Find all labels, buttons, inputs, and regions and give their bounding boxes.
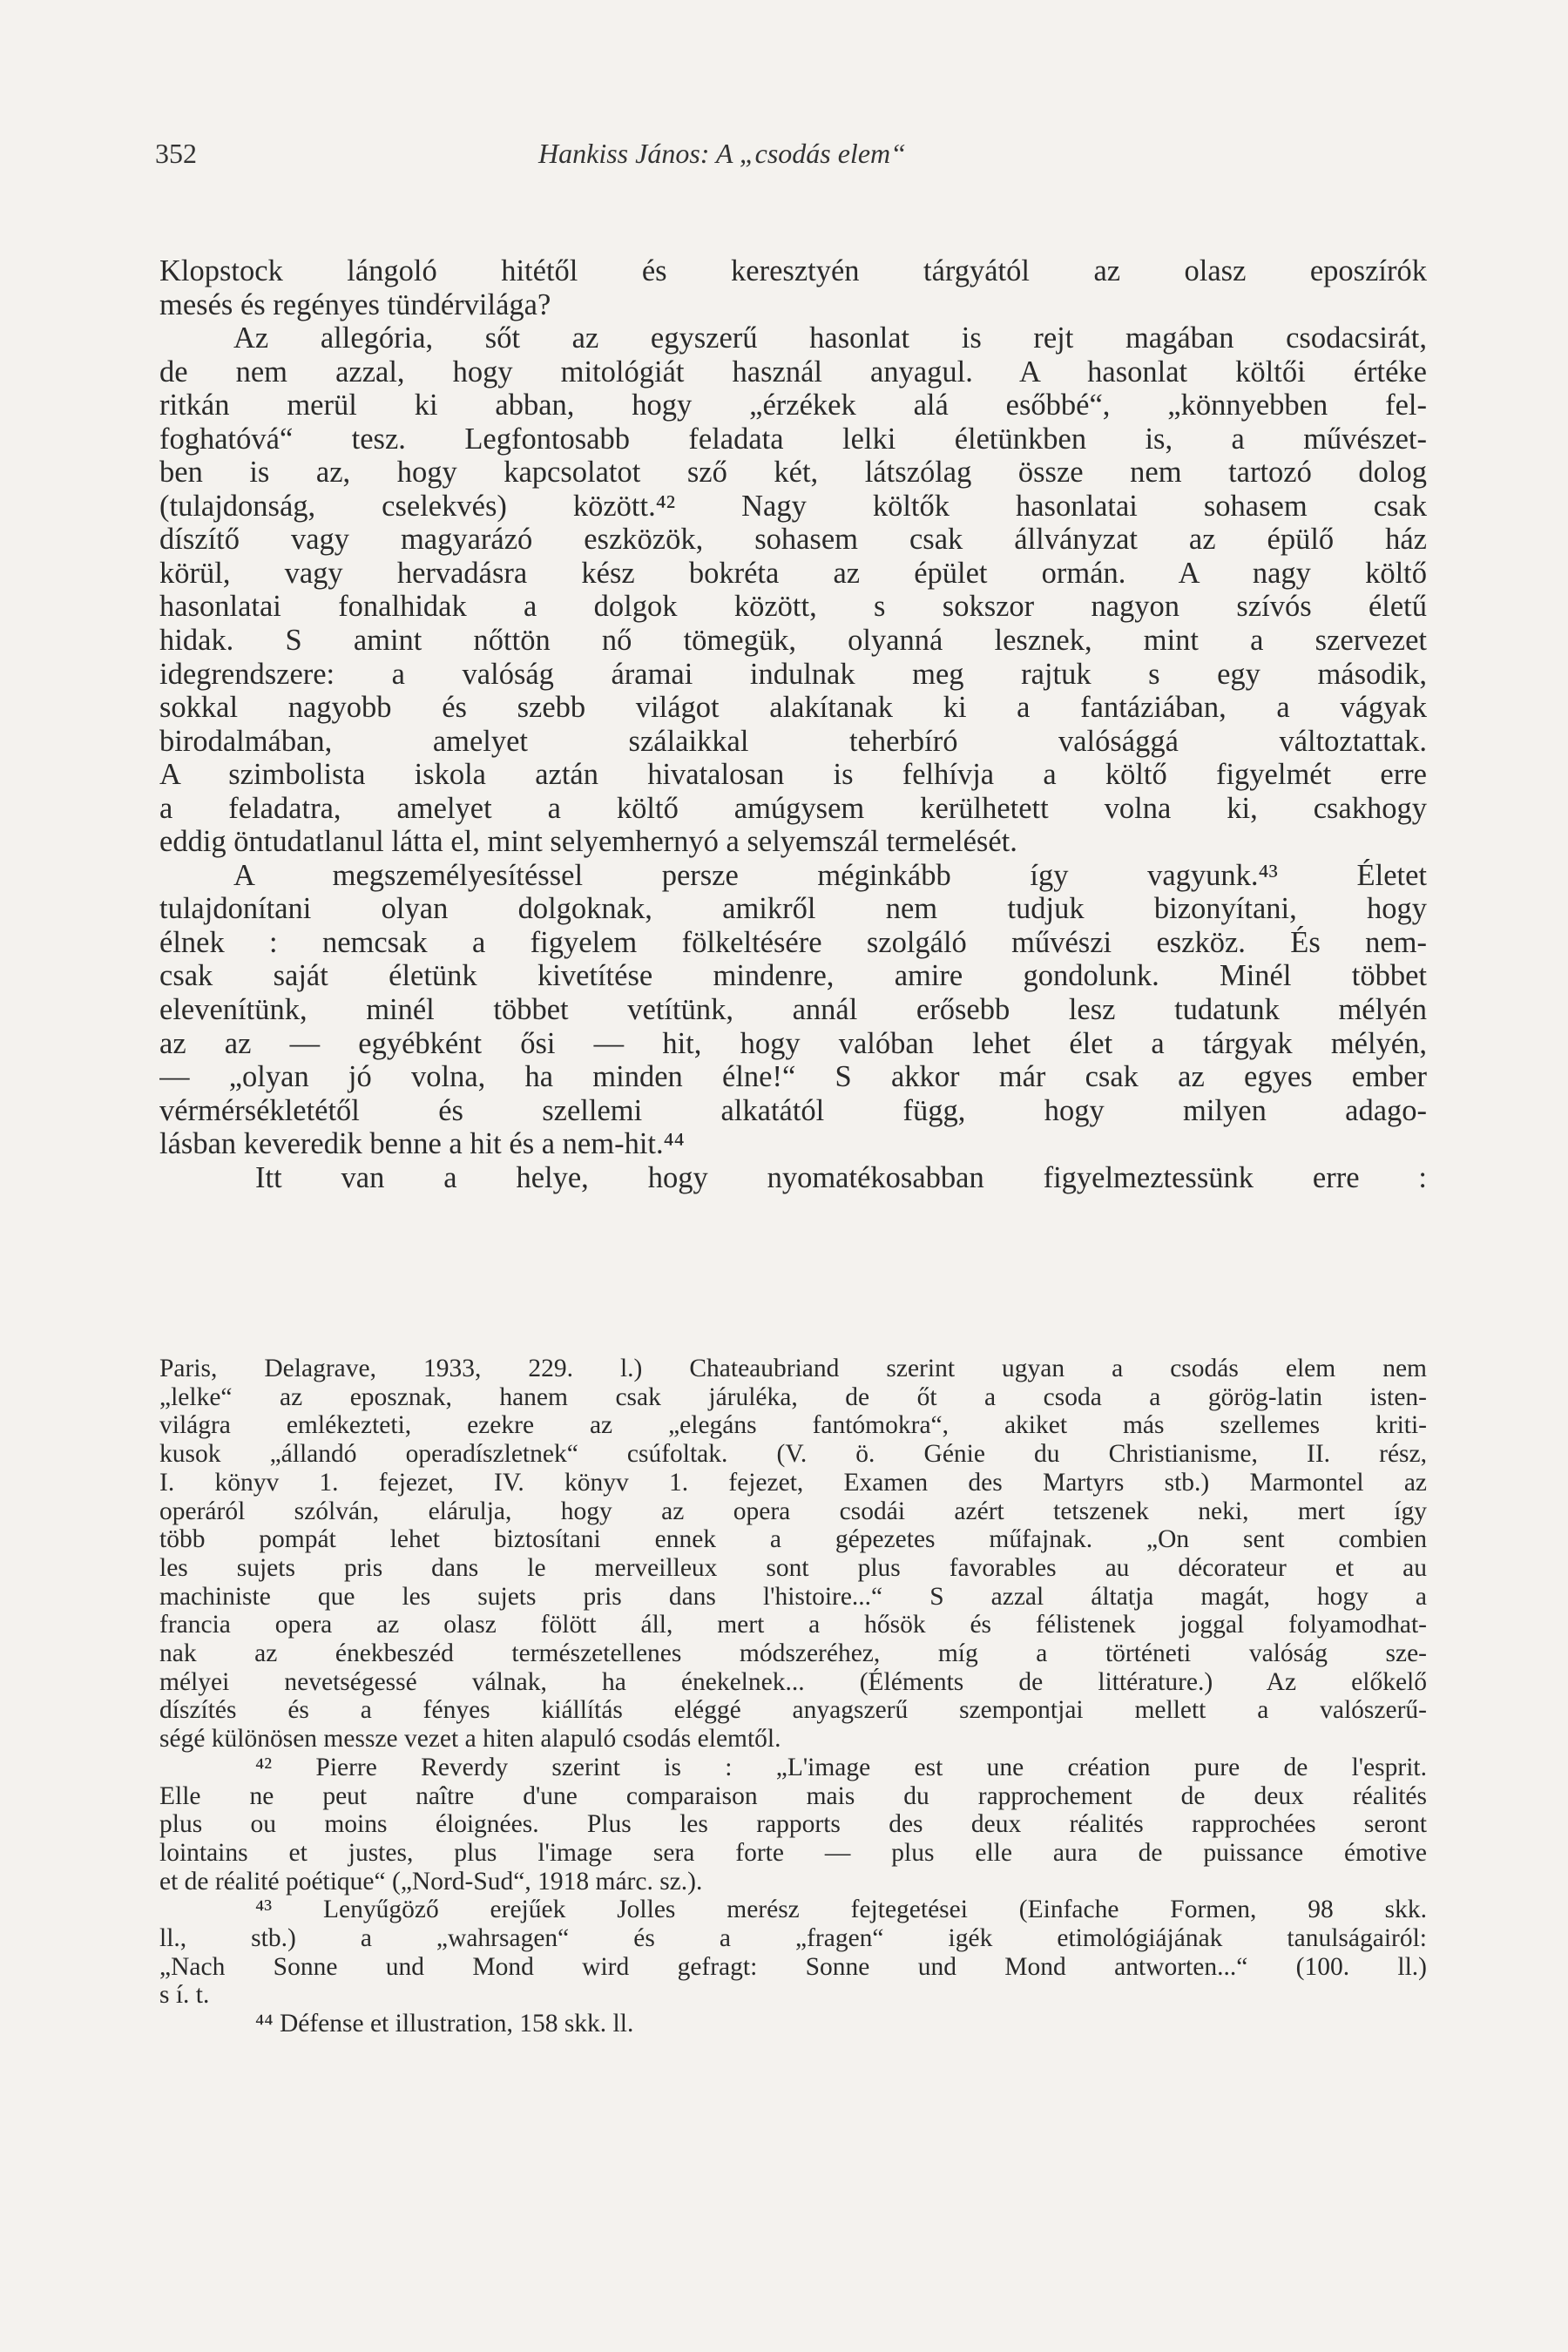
footnote-line: „lelke“ az eposznak, hanem csak járuléka, de őt a csoda a görög-latin isten- — [159, 1382, 1427, 1411]
text-line: foghatóvá“ tesz. Legfontosabb feladata lelki életünkben is, a művészet- — [159, 422, 1427, 456]
text-line: Itt van a helye, hogy nyomatékosabban figyelmeztessünk erre : — [255, 1160, 1427, 1194]
footnote-line: ⁴⁴ Défense et illustration, 158 skk. ll. — [255, 2010, 634, 2038]
text-line: díszítő vagy magyarázó eszközök, sohasem csak állványzat az épülő ház — [159, 523, 1427, 557]
footnote-line: francia opera az olasz fölött áll, mert a hősök és félistenek joggal folyamodhat- — [159, 1611, 1427, 1639]
footnote-line: ségé különösen messze vezet a hiten alapuló csodás elemtől. — [159, 1725, 781, 1754]
footnote-line: díszítés és a fényes kiállítás eléggé anyagszerű szempontjai mellett a valószerű- — [159, 1696, 1427, 1725]
text-line: idegrendszere: a valóság áramai indulnak meg rajtuk s egy második, — [159, 657, 1427, 691]
running-title: Hankiss János: A „csodás elem“ — [538, 138, 906, 169]
footnote-line: Paris, Delagrave, 1933, 229. l.) Chateaubriand szerint ugyan a csodás elem nem — [159, 1355, 1427, 1382]
text-line: Klopstock lángoló hitétől és keresztyén tárgyától az olasz eposzírók — [159, 254, 1427, 287]
footnote-line: nak az énekbeszéd természetellenes módszeréhez, míg a történeti valóság sze- — [159, 1639, 1427, 1668]
footnote-line: több pompát lehet biztosítani ennek a gépezetes műfajnak. „On sent combien — [159, 1525, 1427, 1554]
text-line: csak saját életünk kivetítése mindenre, amire gondolunk. Minél többet — [159, 959, 1427, 993]
footnote-line: Elle ne peut naître d'une comparaison mais du rapprochement de deux réalités — [159, 1781, 1427, 1810]
text-line: élnek : nemcsak a figyelem fölkeltésére szolgáló művészi eszköz. És nem- — [159, 925, 1427, 959]
footnote-line: machiniste que les sujets pris dans l'histoire...“ S azzal áltatja magát, hogy a — [159, 1582, 1427, 1611]
text-line: A szimbolista iskola aztán hivatalosan is felhívja a költő figyelmét erre — [159, 758, 1427, 792]
text-line: lásban keveredik benne a hit és a nem-hit.⁴⁴ — [159, 1127, 685, 1161]
text-line: elevenítünk, minél többet vetítünk, annál erősebb lesz tudatunk mélyén — [159, 993, 1427, 1027]
text-line: hasonlatai fonalhidak a dolgok között, s sokszor nagyon szívós életű — [159, 590, 1427, 624]
text-line: de nem azzal, hogy mitológiát használ anyagul. A hasonlat költői értéke — [159, 355, 1427, 389]
text-line: (tulajdonság, cselekvés) között.⁴² Nagy költők hasonlatai sohasem csak — [159, 489, 1427, 523]
text-line: tulajdonítani olyan dolgoknak, amikről nem tudjuk bizonyítani, hogy — [159, 892, 1427, 926]
page-number: 352 — [155, 138, 197, 169]
footnote-line: világra emlékezteti, ezekre az „elegáns fantómokra“, akiket más szellemes kriti- — [159, 1411, 1427, 1440]
footnote-line: kusok „állandó operadíszletnek“ csúfoltak. (V. ö. Génie du Christianisme, II. rész, — [159, 1440, 1427, 1469]
text-line: ritkán merül ki abban, hogy „érzékek alá esőbbé“, „könnyebben fel- — [159, 389, 1427, 422]
text-line: körül, vagy hervadásra kész bokréta az épület ormán. A nagy költő — [159, 556, 1427, 590]
footnote-line: lointains et justes, plus l'image sera forte — plus elle aura de puissance émotive — [159, 1838, 1427, 1867]
running-head — [155, 138, 1429, 172]
text-line: Az allegória, sőt az egyszerű hasonlat is rejt magában csodacsirát, — [233, 321, 1427, 355]
text-line: mesés és regényes tündérvilága? — [159, 287, 551, 321]
footnote-line: et de réalité poétique“ („Nord-Sud“, 1918 márc. sz.). — [159, 1867, 703, 1896]
text-line: A megszemélyesítéssel persze méginkább így vagyunk.⁴³ Életet — [233, 858, 1427, 892]
footnote-line: ll., stb.) a „wahrsagen“ és a „fragen“ igék etimológiájának tanulságairól: — [159, 1924, 1427, 1953]
text-line: vérmérsékletétől és szellemi alkatától függ, hogy milyen adago- — [159, 1093, 1427, 1127]
footnote-line: I. könyv 1. fejezet, IV. könyv 1. fejezet, Examen des Martyrs stb.) Marmontel az — [159, 1468, 1427, 1497]
footnote-line: operáról szólván, elárulja, hogy az opera csodái azért tetszenek neki, mert így — [159, 1497, 1427, 1525]
text-line: — „olyan jó volna, ha minden élne!“ S akkor már csak az egyes ember — [159, 1060, 1427, 1094]
text-line: a feladatra, amelyet a költő amúgysem kerülhetett volna ki, csakhogy — [159, 791, 1427, 825]
text-line: birodalmában, amelyet szálaikkal teherbíró valósággá változtattak. — [159, 724, 1427, 758]
text-line: ben is az, hogy kapcsolatot sző két, látszólag össze nem tartozó dolog — [159, 456, 1427, 490]
footnote-line: ⁴² Pierre Reverdy szerint is : „L'image est une création pure de l'esprit. — [255, 1753, 1427, 1781]
footnote-line: ⁴³ Lenyűgöző erejűek Jolles merész fejtegetései (Einfache Formen, 98 skk. — [255, 1896, 1427, 1924]
footnote-line: les sujets pris dans le merveilleux sont plus favorables au décorateur et au — [159, 1553, 1427, 1582]
text-line: eddig öntudatlanul látta el, mint selyemhernyó a selyemszál termelését. — [159, 825, 1017, 859]
text-line: sokkal nagyobb és szebb világot alakítanak ki a fantáziában, a vágyak — [159, 691, 1427, 725]
main-text — [159, 254, 1427, 1194]
text-line: hidak. S amint nőttön nő tömegük, olyanná lesznek, mint a szervezet — [159, 624, 1427, 658]
footnote-line: „Nach Sonne und Mond wird gefragt: Sonne und Mond antworten...“ (100. ll.) — [159, 1952, 1427, 1981]
footnote-line: s í. t. — [159, 1981, 210, 2010]
text-line: az az — egyébként ősi — hit, hogy valóban lehet élet a tárgyak mélyén, — [159, 1026, 1427, 1060]
footnotes — [159, 1355, 1427, 2038]
footnote-line: mélyei nevetségessé válnak, ha énekelnek... (Éléments de littérature.) Az előkelő — [159, 1667, 1427, 1696]
footnote-line: plus ou moins éloignées. Plus les rapports des deux réalités rapprochées seront — [159, 1810, 1427, 1839]
